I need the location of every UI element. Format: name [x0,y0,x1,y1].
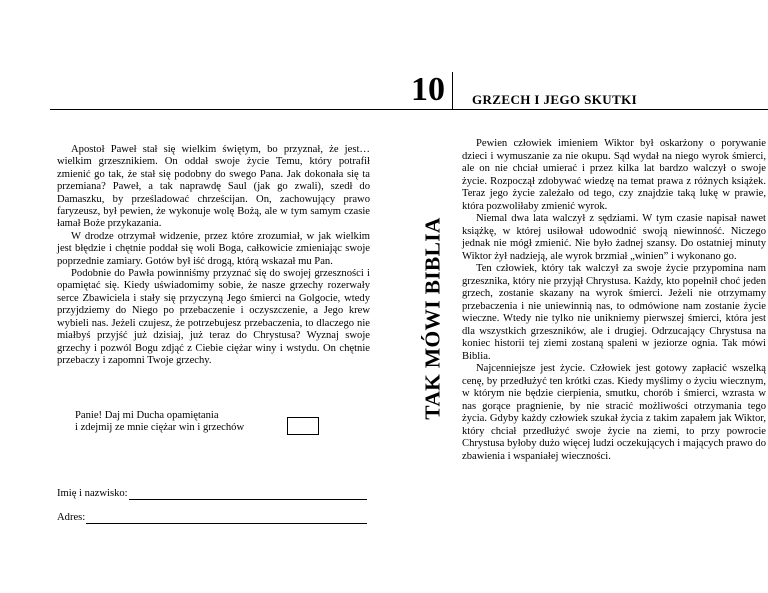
prayer-line: i zdejmij ze mnie ciężar win i grzechów [75,422,245,434]
name-label: Imię i nazwisko: [57,488,128,499]
right-paragraph: Pewien człowiek imieniem Wiktor był oskarżony o porywanie dzieci i wymuszanie za nie okupu. Sąd wydał na niego wyrok śmierci, ale on nie chciał umierać i przez kilka lat bardzo walczył o swoje życie. Rozpoczął zdobywać wiedzę na temat prawa z różnych książek. Teraz jego życie zależało od tego, czy znajdzie taką lukę w prawie, która pozwoliłaby zmienić wyrok. [462,138,766,212]
vertical-title-box [418,138,448,498]
address-line[interactable] [86,513,367,524]
header-divider [452,72,453,110]
left-paragraph: W drodze otrzymał widzenie, przez które zrozumiał, w jak wielkim jest błędzie i chętnie poddał się woli Boga, całkowicie zmieniając swoje poprzednie zamiary. Gotów był iść drogą, którą wskazał mu Pan. [57,230,370,267]
vertical-title: TAK MÓWI BIBLIA [420,216,445,420]
chapter-number: 10 [411,71,445,108]
right-paragraph: Najcenniejsze jest życie. Człowiek jest gotowy zapłacić wszelką cenę, by przedłużyć ten krótki czas. Kiedy myślimy o życiu wiecznym, w którym nie będzie cierpienia, smutku, chorób i śmierci, wzrasta w nas gorące pragnienie, by nie stracić możliwości otrzymania tego życia. Gdyby każdy człowiek szukał życia z takim zapałem jak Wiktor, który chciał przedłużyć swoje życie na ziemi, to przy powrocie Chrystusa byłoby dużo więcej ludzi oczekujących i mających prawo do zbawienia i wspaniałej wieczności. [462,363,766,462]
name-line[interactable] [129,489,367,500]
address-field[interactable] [57,512,367,524]
right-paragraph: Ten człowiek, który tak walczył za swoje życie przypomina nam grzesznika, który nie przyjął Chrystusa. Każdy, kto popełnił choć jeden grzech, zostanie skazany na wyrok śmierci. Jeżeli nie otrzymamy przebaczenia i nie uniewinnią nas, to odmówione nam zostanie życie wieczne. Wtedy nie tylko nie unikniemy pierwszej śmierci, która jest dla wszystkich grzeszników, ale i drugiej. Odrzucający Chrystusa na koniec historii tej ziemi zostaną spaleni w jeziorze ognia. Tak mówi Biblia. [462,263,766,362]
left-article [57,144,370,367]
right-paragraph: Niemal dwa lata walczył z sędziami. W tym czasie napisał nawet książkę, w której usiłował udowodnić swoją niewinność. Niczego jednak nie mógł zmienić. Nie było żadnej szansy. Do ostatniej minuty Wiktor żył nadzieją, ale wyrok brzmiał „winien” i wykonano go. [462,213,766,262]
prayer-text [75,410,275,435]
header-rule-right [452,109,768,110]
prayer-line: Panie! Daj mi Ducha opamiętania [75,410,219,421]
left-paragraph: Apostoł Paweł stał się wielkim świętym, bo przyznał, że jest… wielkim grzesznikiem. On oddał swoje życie Temu, który potrafił zmienić go tak, że stał się podobny do swego Pana. Jak dokonała się ta przemiana? Paweł, a tak naprawdę Saul (jak go zwali), szedł do Damaszku, by prześladować chrześcijan. On, zachowujący prawo faryzeusz, był pewien, że wykonuje wolę Bożą, ale w tym samym czasie łamał Boże przykazania. [57,144,370,230]
chapter-title: GRZECH I JEGO SKUTKI [472,92,638,107]
name-field[interactable] [57,488,367,500]
prayer-checkbox[interactable] [287,417,319,435]
right-article [462,138,766,463]
address-label: Adres: [57,512,86,523]
header-rule-left [50,109,452,110]
left-paragraph: Podobnie do Pawła powinniśmy przyznać się do swojej grzeszności i opamiętać się. Kiedy uświadomimy sobie, że nasze grzechy rozerwały serce Zbawiciela i stały się przyczyną Jego śmierci na Golgocie, wtedy przyjdziemy do Niego po przebaczenie i oczyszczenie, a Jego krew wybieli nas. Jeżeli czujesz, że potrzebujesz przebaczenia, to dlaczego nie miałbyś przyjść już dzisiaj, już teraz do Chrystusa? Wyznaj swoje grzechy i pozwól Bogu zdjąć z Ciebie ciężar winy i wstydu. On chętnie przebaczy i zapomni Twoje grzechy. [57,268,370,366]
